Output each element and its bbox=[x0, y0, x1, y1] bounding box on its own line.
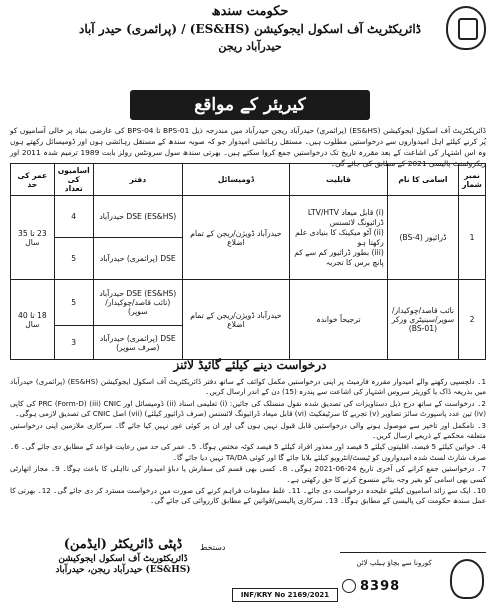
table-row bbox=[11, 196, 486, 238]
signatory-title: ڈپٹی ڈائریکٹر (ایڈمن) bbox=[63, 537, 183, 552]
signature-label: دستخط bbox=[200, 543, 226, 552]
face-icon bbox=[450, 559, 484, 599]
table-row bbox=[11, 280, 486, 326]
helpline-label: کورونا سے بچاؤ ہیلپ لائن bbox=[356, 559, 432, 567]
table-header-row bbox=[11, 164, 486, 196]
list-item: 7۔ درخواستیں جمع کرانے کی آخری تاریخ 24-06-2021 ہوگی۔ 8۔ کسی بھی قسم کی سفارش یا دباؤ امیدوار کی نااہلی کا باعث ہوگا۔ 9۔ مجاز اتھارٹی کسی بھی اسامی کو بغیر وجہ بتائے منسوخ کرنے کا حق رکھتی ہے۔ bbox=[10, 464, 486, 484]
row2-domicile: حیدرآباد ڈویژن/ریجن کے تمام اضلاع bbox=[182, 280, 289, 360]
row1-count-2: 5 bbox=[54, 238, 93, 280]
directorate-title: ڈائریکٹریٹ آف اسکول ایجوکیشن (ES&HS) / (پرائمری) حیدر آباد bbox=[78, 22, 422, 36]
intro-paragraph: ڈائریکٹریٹ آف اسکول ایجوکیشن (ES&HS) (پرائمری) حیدرآباد ریجن حیدرآباد میں مندرجہ ذیل BPS-01 تا BPS-04 کی عارضی بنیاد پر خالی آسامیوں کو پُر کرنے کیلئے اہل امیدواروں سے درخواستیں مطلوب ہیں۔ مستقل رہائشی امیدوار جو کہ صوبہ سندھ کے مستقل رہائشی ہوں اور ڈومیسائل رکھتے ہوں وہ اس اشتہار کی اشاعت کے بعد مقررہ تاریخ تک درخواستیں جمع کروا سکتے ہیں۔ بھرتی سندھ سول سرونٹس رولز بابت 1989 ترمیم شدہ 2011 اور ریکروٹمنٹ پالیسی 2021 کے مطابق کی جائے گی۔ bbox=[10, 126, 486, 168]
row2-count-2: 3 bbox=[54, 326, 93, 360]
reference-number: INF/KRY No 2169/2021 bbox=[232, 588, 338, 602]
row1-qualification: (i) قابل میعاد LTV/HTV ڈرائیونگ لائسنس (ii) آٹو میکینک کا بنیادی علم رکھتا ہو (iii) بطور ڈرائیور کم سے کم پانچ برس کا تجربہ bbox=[290, 196, 388, 280]
header-sr: نمبر شمار bbox=[459, 164, 486, 196]
government-title: حکومت سندھ bbox=[211, 4, 289, 19]
list-item: 2۔ درخواست کے ساتھ درج ذیل دستاویزات کی تصدیق شدہ نقول منسلک کی جائیں: (i) تعلیمی اسناد (ii) ڈومیسائل اور PRC (Form-D) (iii) CNIC کی کاپی (iv) تین عدد پاسپورٹ سائز تصاویر (v) تجربے کا سرٹیفکیٹ (vi) قابل میعاد ڈرائیونگ لائسنس (صرف ڈرائیور کیلئے) (vii) اصل CNIC کی تصدیق لازمی ہوگی۔ bbox=[10, 398, 486, 419]
guidelines-title: درخواست دینے کیلئے گائیڈ لائنز bbox=[173, 358, 327, 372]
header-office: دفتر bbox=[93, 164, 182, 196]
row2-age: 18 تا 40 سال bbox=[11, 280, 55, 360]
list-item: 4۔ خواتین کیلئے 5 فیصد، اقلیتوں کیلئے 5 فیصد اور معذور افراد کیلئے 5 فیصد کوٹہ مختص ہوگا۔ 5۔ عمر کی حد میں رعایت قواعد کے مطابق دی جائے گی۔ 6۔ صرف شارٹ لسٹ شدہ امیدواروں کو ٹیسٹ/انٹرویو کیلئے بلایا جائے گا اور کوئی TA/DA نہیں دیا جائے گا۔ bbox=[10, 442, 486, 462]
list-item: 1۔ دلچسپی رکھنے والے امیدوار مقررہ فارمیٹ پر اپنی درخواستیں مکمل کوائف کے ساتھ دفتر ڈائریکٹریٹ آف اسکول ایجوکیشن (ES&HS) (پرائمری) حیدرآباد میں بذریعہ ڈاک یا کوریئر سروس اشتہار کی اشاعت سے پندرہ (15) دن کے اندر ارسال کریں۔ bbox=[10, 377, 487, 397]
career-opportunities-banner: کیریئر کے مواقع bbox=[130, 90, 370, 120]
region-title: حیدرآباد ریجن bbox=[218, 40, 282, 53]
vacancies-table bbox=[10, 163, 486, 360]
header-post: اسامی کا نام bbox=[387, 164, 458, 196]
header-age: عمر کی حد bbox=[11, 164, 55, 196]
row1-office-1: DSE (ES&HS) حیدرآباد bbox=[93, 196, 182, 238]
row1-age: 23 تا 35 سال bbox=[11, 196, 55, 280]
row2-qualification: ترجیحاً خواندہ bbox=[290, 280, 388, 360]
list-item: 3۔ نامکمل اور تاخیر سے موصول ہونے والی درخواستیں قابل قبول نہیں ہوں گی اور ان پر کوئی غور نہیں کیا جائے گا۔ سرکاری ملازمین اپنی درخواستیں متعلقہ محکمے کے ذریعے ارسال کریں۔ bbox=[10, 420, 486, 441]
row1-office-2: DSE (پرائمری) حیدرآباد bbox=[93, 238, 182, 280]
row1-domicile: حیدرآباد ڈویژن/ریجن کے تمام اضلاع bbox=[182, 196, 289, 280]
header-qualification: قابلیت bbox=[290, 164, 388, 196]
header-domicile: ڈومیسائل bbox=[182, 164, 289, 196]
row2-office-1: DSE (ES&HS) حیدرآباد (نائب قاصد/چوکیدار/سوپر) bbox=[93, 280, 182, 326]
sindh-government-logo-icon bbox=[446, 6, 486, 50]
list-item: 10۔ ایک سے زائد اسامیوں کیلئے علیحدہ درخواست دی جائے۔ 11۔ غلط معلومات فراہم کرنے کی صورت میں درخواست مسترد کر دی جائے گی۔ 12۔ بھرتی کا عمل سندھ حکومت کی پالیسی کے مطابق ہوگا۔ 13۔ سرکاری پالیسی/قوانین کے مطابق کارروائی کی جائے گی۔ bbox=[10, 486, 486, 506]
row2-post: نائب قاصد/چوکیدار/ سوپر/سینیٹری ورکر (BS-01) bbox=[387, 280, 458, 360]
mask-icon bbox=[342, 579, 356, 593]
helpline-graphic bbox=[340, 552, 486, 603]
row1-count-1: 4 bbox=[54, 196, 93, 238]
row2-sr: 2 bbox=[459, 280, 486, 360]
row2-count-1: 5 bbox=[54, 280, 93, 326]
header-count: اسامیوں کی تعداد bbox=[54, 164, 93, 196]
helpline-number: 8398 bbox=[360, 579, 401, 594]
row2-office-2: DSE (پرائمری) حیدرآباد (صرف سوپر) bbox=[93, 326, 182, 360]
signatory-region: (ES&HS) حیدرآباد ریجن، حیدرآباد bbox=[55, 565, 191, 575]
row1-post: ڈرائیور (BS-4) bbox=[387, 196, 458, 280]
guidelines-list bbox=[10, 377, 486, 508]
signature-block bbox=[8, 537, 238, 575]
signatory-office: ڈائریکٹوریٹ آف اسکول ایجوکیشن bbox=[58, 554, 188, 564]
row1-sr: 1 bbox=[459, 196, 486, 280]
